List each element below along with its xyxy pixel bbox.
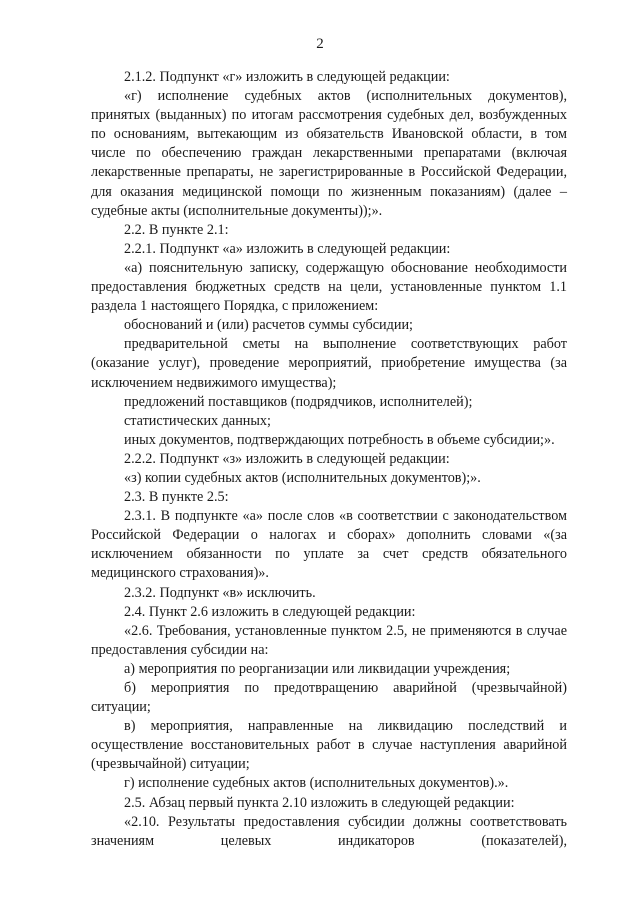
paragraph-calculations: обоснований и (или) расчетов суммы субсидии;	[124, 317, 413, 334]
paragraph-2-2-1: 2.2.1. Подпункт «а» изложить в следующей редакции:	[124, 240, 451, 257]
paragraph-2-1-2: 2.1.2. Подпункт «г» изложить в следующей редакции:	[124, 69, 450, 85]
paragraph-item-g: г) исполнение судебных актов (исполнительных документов).».	[124, 775, 509, 792]
paragraph-subitem-z: «з) копии судебных актов (исполнительных документов);».	[124, 469, 481, 486]
paragraph-2-2: 2.2. В пункте 2.1:	[124, 221, 229, 238]
paragraph-preliminary-estimate: предварительной сметы на выполнение соответствующих работ (оказание услуг), проведение мероприятий, приобретение имущества (за исключением недвижимого имущества);	[91, 336, 567, 391]
paragraph-2-10: «2.10. Результаты предоставления субсидии должны соответствовать значениям целевых индикаторов (показателей),	[91, 813, 567, 849]
paragraph-2-3: 2.3. В пункте 2.5:	[124, 489, 229, 506]
page-number: 2	[316, 36, 324, 52]
paragraph-item-a: а) мероприятия по реорганизации или ликвидации учреждения;	[124, 660, 511, 677]
paragraph-other-documents: иных документов, подтверждающих потребность в объеме субсидии;».	[124, 431, 555, 448]
paragraph-supplier-proposals: предложений поставщиков (подрядчиков, исполнителей);	[124, 393, 473, 410]
document-body	[91, 68, 567, 851]
paragraph-item-b: б) мероприятия по предотвращению аварийной (чрезвычайной) ситуации;	[91, 680, 567, 716]
paragraph-2-4: 2.4. Пункт 2.6 изложить в следующей редакции:	[124, 603, 416, 620]
paragraph-2-3-2: 2.3.2. Подпункт «в» исключить.	[124, 584, 316, 601]
paragraph-2-2-2: 2.2.2. Подпункт «з» изложить в следующей редакции:	[124, 450, 450, 467]
paragraph-2-3-1: 2.3.1. В подпункте «а» после слов «в соответствии с законодательством Российской Федерации о налогах и сборах» дополнить словами «(за исключением обязанности по уплате за счет средств обязательного медицинского страхования)».	[91, 508, 567, 582]
paragraph-subitem-a: «а) пояснительную записку, содержащую обоснование необходимости предоставления бюджетных средств на цели, установленные пунктом 1.1 раздела 1 настоящего Порядка, с приложением:	[91, 259, 567, 315]
paragraph-item-v: в) мероприятия, направленные на ликвидацию последствий и осуществление восстановительных работ в случае наступления аварийной (чрезвычайной) ситуации;	[91, 718, 567, 773]
paragraph-statistical-data: статистических данных;	[124, 412, 271, 429]
paragraph-2-5: 2.5. Абзац первый пункта 2.10 изложить в следующей редакции:	[124, 794, 515, 811]
paragraph-2-6: «2.6. Требования, установленные пунктом 2.5, не применяются в случае предоставления субсидии на:	[91, 622, 567, 658]
paragraph-subitem-g: «г) исполнение судебных актов (исполнительных документов), принятых (выданных) по итогам рассмотрения судебных дел, возбужденных по основаниям, вытекающим из обязательств Ивановской области, в том числе по обеспечению граждан лекарственными препаратами (включая лекарственные препараты, не зарегистрированные в Российской Федерации, для оказания медицинской помощи по жизненным показаниям) (далее – судебные акты (исполнительные документы));».	[91, 88, 567, 219]
